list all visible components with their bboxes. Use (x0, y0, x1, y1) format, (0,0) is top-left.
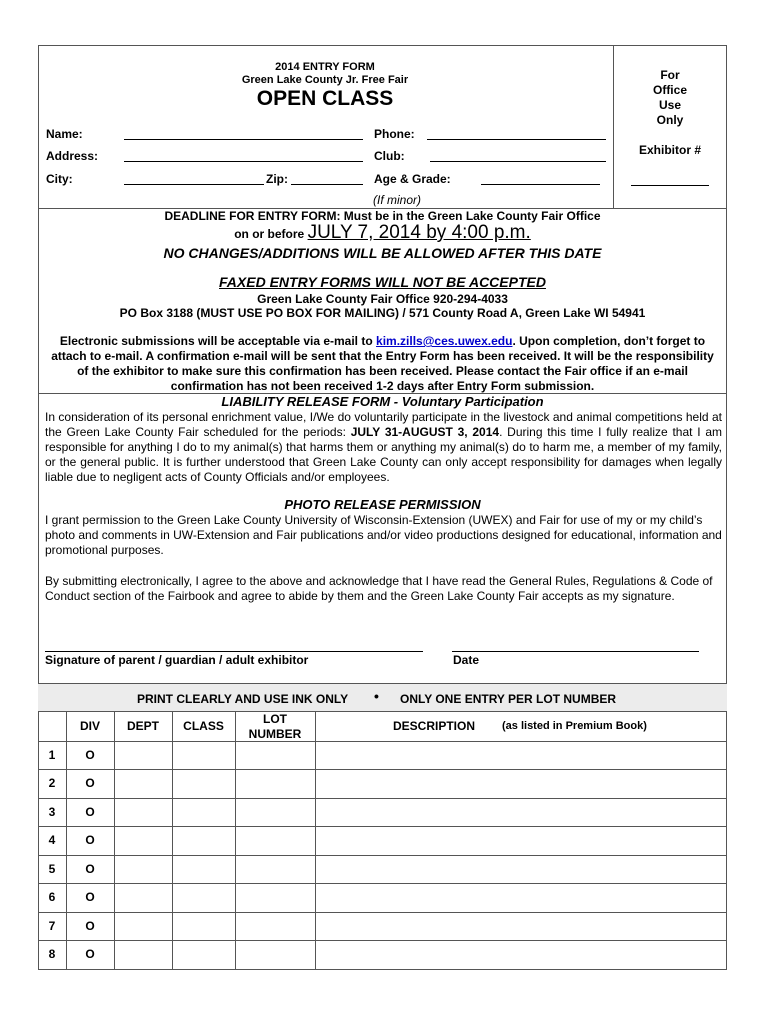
city-label: City: (46, 172, 73, 186)
office-label-for: For (660, 68, 680, 82)
on-or-before-text: on or before (234, 227, 308, 241)
row-number: 5 (48, 862, 56, 876)
exhibitor-number-field[interactable] (631, 185, 709, 186)
electronic-text-1: Electronic submissions will be acceptable via e-mail to (59, 334, 377, 348)
electronic-agreement-text: By submitting electronically, I agree to the above and acknowledge that I have read the General Rules, Regulations & Code of Conduct section of the Fairbook and agree to abide by them and the Green Lake County Fair accepts as my signature. (45, 574, 713, 603)
signature-field[interactable] (45, 651, 423, 652)
instruction-right: ONLY ONE ENTRY PER LOT NUMBER (400, 692, 617, 706)
age-grade-label: Age & Grade: (374, 172, 451, 186)
row-div-value: O (85, 776, 95, 790)
instruction-left: PRINT CLEARLY AND USE INK ONLY (137, 692, 349, 706)
row-div-value: O (85, 919, 95, 933)
deadline-line: DEADLINE FOR ENTRY FORM: Must be in the Green Lake County Fair Office (164, 209, 601, 223)
row-div-value: O (85, 748, 95, 762)
row-number: 1 (48, 748, 56, 762)
faxed-notice: FAXED ENTRY FORMS WILL NOT BE ACCEPTED (219, 274, 546, 290)
photo-text: I grant permission to the Green Lake County University of Wisconsin-Extension (UWEX) and Fair for use of my or my child’s photo and comments in UW-Extension and Fair publications and/or video productions designed for educational, information and promotional purposes. (45, 513, 722, 557)
date-label: Date (453, 653, 480, 667)
row-div-value: O (85, 947, 95, 961)
row-number: 6 (48, 890, 56, 904)
no-changes-notice: NO CHANGES/ADDITIONS WILL BE ALLOWED AFTER THIS DATE (163, 245, 602, 261)
table-col-line (235, 711, 236, 970)
col-header-description: DESCRIPTION (393, 719, 476, 733)
row-number: 7 (48, 919, 56, 933)
page-title: OPEN CLASS (256, 87, 394, 110)
po-box: PO Box 3188 (MUST USE PO BOX FOR MAILING) / 571 County Road A, Green Lake WI 54941 (119, 306, 646, 320)
col-header-dept: DEPT (126, 719, 159, 733)
table-col-line (172, 711, 173, 970)
name-label: Name: (46, 127, 83, 141)
col-header-description-note: (as listed in Premium Book) (502, 720, 647, 732)
liability-text-a: In consideration of its personal enrichment value, I/We do voluntarily participate in the livestock and animal competitions held at the Green Lake County Fair scheduled for the periods: (45, 410, 722, 439)
col-header-div: DIV (79, 719, 100, 733)
row-div-value: O (85, 890, 95, 904)
row-number: 8 (48, 947, 56, 961)
office-label-office: Office (652, 83, 687, 97)
table-row-line (38, 855, 727, 856)
phone-label: Phone: (374, 127, 415, 141)
liability-title: LIABILITY RELEASE FORM - Voluntary Participation (221, 394, 544, 409)
address-field[interactable] (124, 161, 363, 162)
fair-name: Green Lake County Jr. Free Fair (241, 74, 409, 86)
liability-dates: JULY 31-AUGUST 3, 2014 (350, 425, 500, 439)
electronic-text-2: . Upon completion, don’t forget to attach to e-mail. A confirmation e-mail will be sent that the Entry Form has been received. It will be the responsibility of the exhibitor to make sure this confirmation has been received. Please contact the Fair office if an e-mail confirmation has not been received 1-2 days after Entry Form submission. (51, 334, 714, 393)
office-phone: Green Lake County Fair Office 920-294-4033 (257, 292, 508, 306)
office-label-use: Use (658, 98, 681, 112)
age-grade-field[interactable] (481, 184, 600, 185)
instruction-bullet: • (374, 688, 379, 704)
club-field[interactable] (430, 161, 606, 162)
exhibitor-label: Exhibitor # (638, 143, 701, 157)
table-row-line (38, 912, 727, 913)
liability-text (45, 410, 722, 485)
table-col-line (315, 711, 316, 970)
form-year: 2014 ENTRY FORM (275, 61, 375, 73)
name-field[interactable] (124, 139, 363, 140)
city-field[interactable] (124, 184, 264, 185)
col-header-class: CLASS (183, 719, 224, 733)
row-number: 3 (48, 805, 56, 819)
liability-text-b: . During this time I fully realize that I am responsible for anything I do to my animal(s) that harms them or anything my animal(s) do to harm me, a member of my family, or the general public. It is further understood that Green Lake County can only accept responsibility for damages when legally liable due to negligent acts of County Officials and/or employees. (45, 425, 722, 484)
email-link[interactable]: kim.zills@ces.uwex.edu (376, 334, 513, 348)
row-number: 4 (48, 833, 56, 847)
electronic-notice (44, 334, 721, 394)
if-minor-note: (If minor) (373, 193, 421, 207)
photo-title: PHOTO RELEASE PERMISSION (284, 497, 481, 512)
zip-field[interactable] (291, 184, 363, 185)
signature-label: Signature of parent / guardian / adult exhibitor (45, 653, 309, 667)
row-number: 2 (48, 776, 56, 790)
phone-field[interactable] (427, 139, 606, 140)
table-row-line (38, 769, 727, 770)
office-label-only: Only (656, 113, 684, 127)
deadline-date-line (38, 222, 727, 245)
table-row-line (38, 883, 727, 884)
table-row-line (38, 741, 727, 742)
table-row-line (38, 798, 727, 799)
deadline-date: JULY 7, 2014 by 4:00 p.m. (307, 222, 531, 243)
table-row-line (38, 826, 727, 827)
row-div-value: O (85, 805, 95, 819)
zip-label: Zip: (266, 172, 288, 186)
club-label: Club: (374, 149, 405, 163)
address-label: Address: (46, 149, 99, 163)
date-field[interactable] (452, 651, 699, 652)
col-header-lot: LOT (263, 712, 287, 726)
table-col-line (114, 711, 115, 970)
row-div-value: O (85, 862, 95, 876)
row-div-value: O (85, 833, 95, 847)
col-header-lot-number: NUMBER (248, 727, 302, 741)
table-row-line (38, 940, 727, 941)
